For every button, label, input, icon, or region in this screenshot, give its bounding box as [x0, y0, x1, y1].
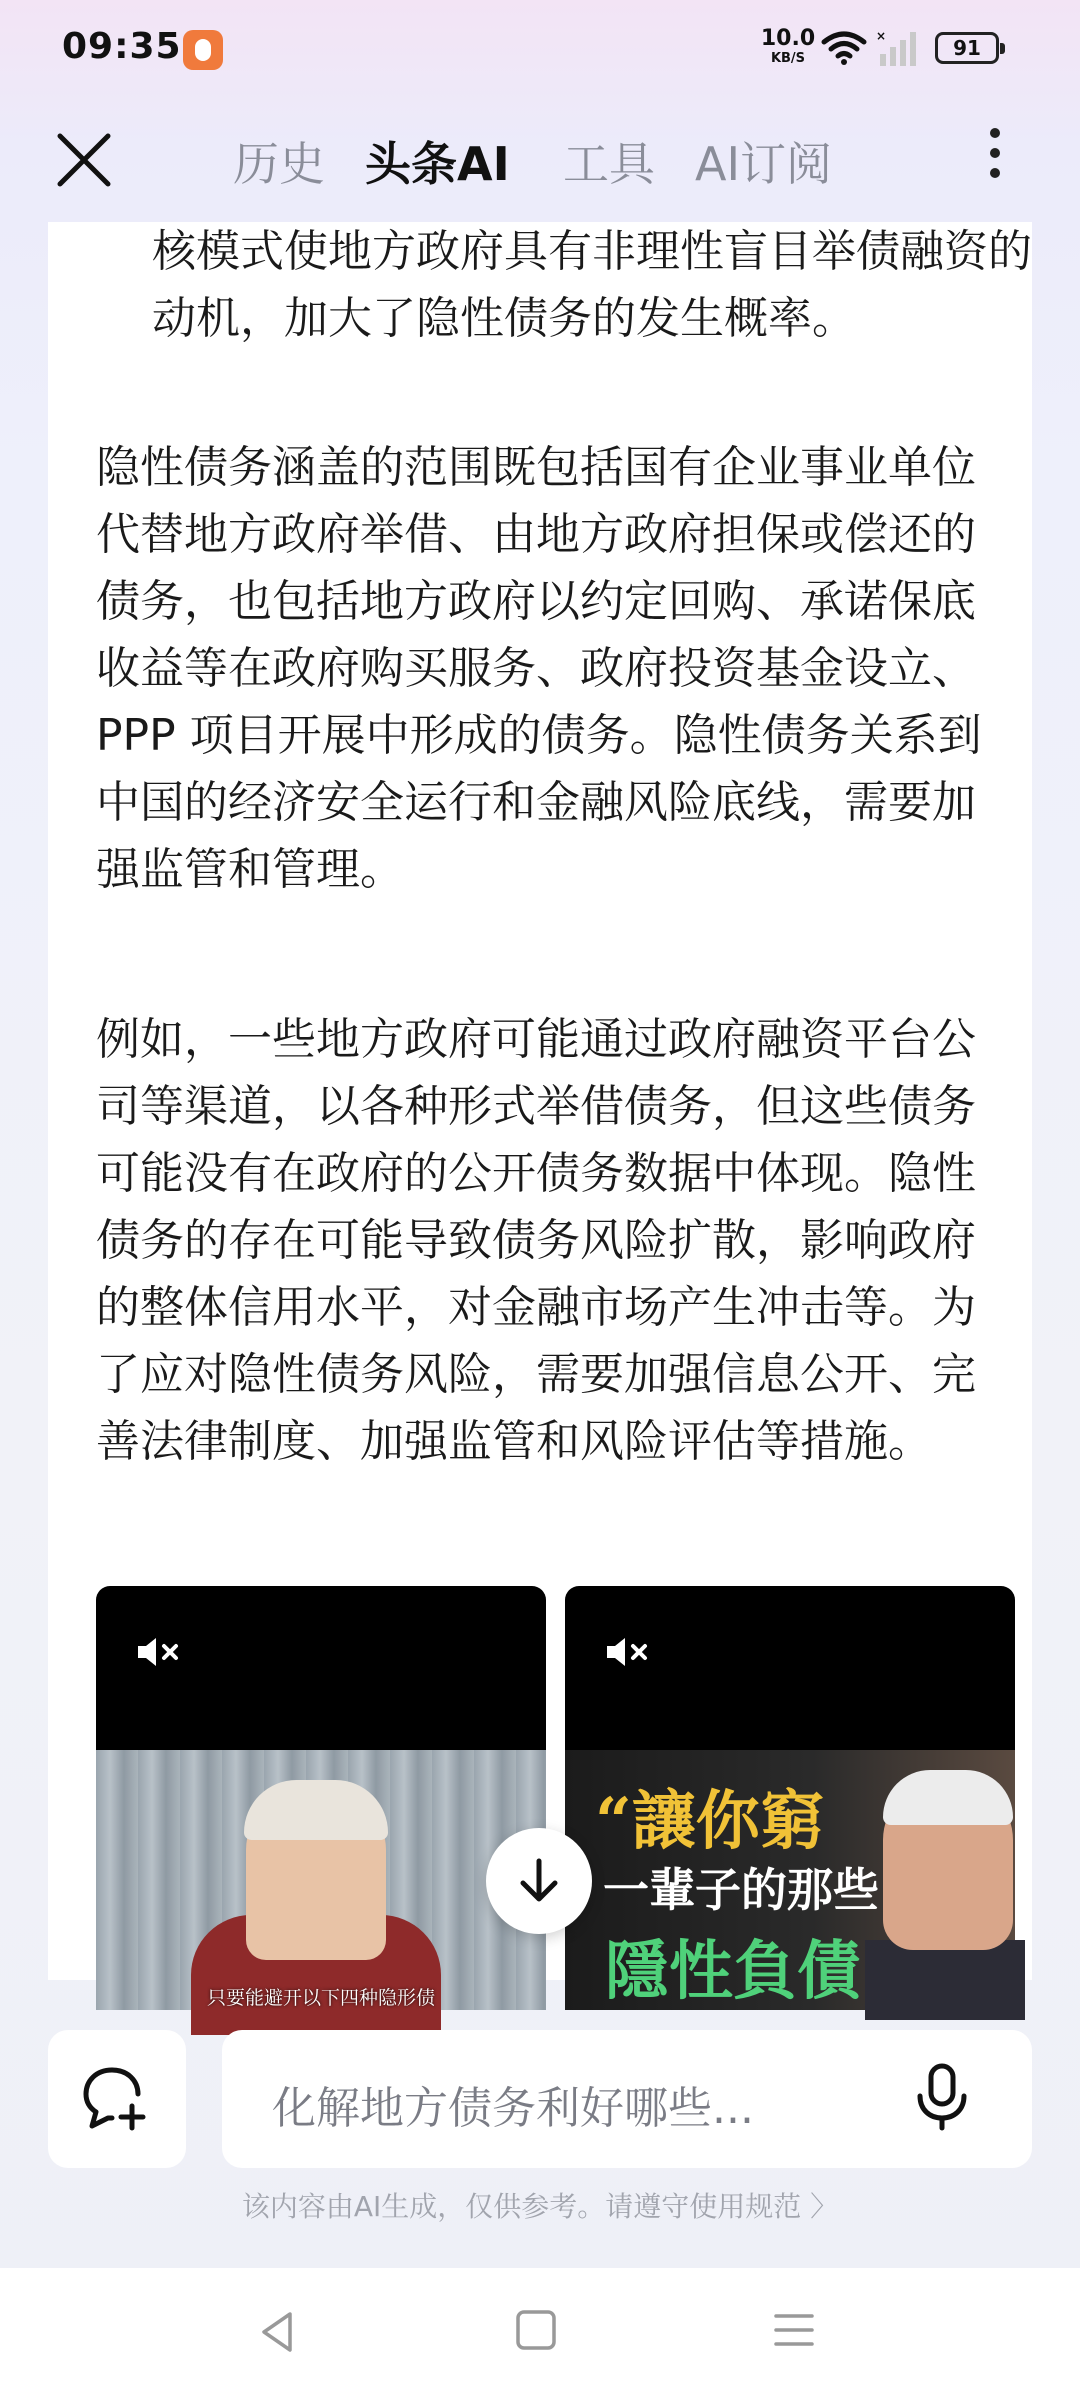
network-speed	[760, 28, 816, 65]
microphone-icon[interactable]	[912, 2062, 972, 2134]
wifi-icon	[820, 30, 868, 66]
video-thumbnail-2	[565, 1750, 1015, 2010]
new-chat-button[interactable]	[48, 2030, 186, 2168]
answer-paragraph-3: 例如，一些地方政府可能通过政府融资平台公司等渠道，以各种形式举借债务，但这些债务可能没有在政府的公开债务数据中体现。隐性债务的存在可能导致债务风险扩散，影响政府的整体信用水平，对金融市场产生冲击等。为了应对隐性债务风险，需要加强信息公开、完善法律制度、加强监管和风险评估等措施。	[96, 1014, 976, 1467]
system-navigation-bar	[0, 2268, 1080, 2400]
video-headline-3: 隱性負債	[605, 1934, 861, 2009]
ai-answer-card[interactable]	[48, 222, 1032, 2009]
video-card-1[interactable]	[96, 1586, 546, 2009]
network-speed-unit: KB/S	[770, 51, 806, 66]
home-icon[interactable]	[514, 2308, 558, 2352]
answer-paragraph-1: 核模式使地方政府具有非理性盲目举债融资的动机，加大了隐性债务的发生概率。	[152, 226, 1032, 344]
scroll-to-bottom-button[interactable]	[486, 1828, 592, 1934]
status-time: 09:35	[62, 26, 182, 67]
ai-disclaimer-link[interactable]: 该内容由AI生成，仅供参考。请遵守使用规范 〉	[241, 2190, 839, 2223]
video-headline-2: 一輩子的那些	[603, 1863, 879, 1917]
top-nav	[0, 110, 1080, 200]
video-subtitle: 只要能避开以下四种隐形债	[206, 1987, 435, 2009]
mute-icon[interactable]	[605, 1634, 655, 1670]
signal-icon	[876, 28, 922, 68]
network-speed-value: 10.0	[760, 26, 816, 51]
thumbnail-suit	[865, 1940, 1025, 2020]
thumbnail-hair	[244, 1780, 388, 1840]
close-icon[interactable]	[52, 128, 116, 192]
tab-tools[interactable]: 工具	[563, 137, 655, 191]
question-input-placeholder: 化解地方债务利好哪些...	[272, 2083, 754, 2134]
status-bar	[0, 0, 1080, 100]
svg-text:×: ×	[876, 29, 887, 43]
video-card-2[interactable]	[565, 1586, 1015, 2009]
video-headline-1: “讓你窮	[595, 1784, 824, 1859]
video-thumbnail-1	[96, 1750, 546, 2010]
tab-toutiao-ai[interactable]: 头条AI	[365, 137, 510, 191]
tab-history[interactable]: 历史	[233, 137, 325, 191]
more-options-icon[interactable]	[985, 122, 1005, 192]
thumbnail-hair	[883, 1770, 1013, 1825]
back-icon[interactable]	[258, 2308, 298, 2356]
notification-app-icon	[183, 30, 223, 70]
mute-icon[interactable]	[136, 1634, 186, 1670]
menu-icon[interactable]	[772, 2308, 816, 2352]
arrow-down-icon	[513, 1855, 565, 1907]
battery-indicator: 91	[935, 32, 999, 64]
answer-paragraph-2: 隐性债务涵盖的范围既包括国有企业事业单位代替地方政府举借、由地方政府担保或偿还的债务，也包括地方政府以约定回购、承诺保底收益等在政府购买服务、政府投资基金设立、PPP 项目开展中形成的债务。隐性债务关系到中国的经济安全运行和金融风险底线，需要加强监管和管理。	[96, 442, 982, 895]
question-input[interactable]	[222, 2030, 1032, 2168]
tab-ai-subscription[interactable]: AI订阅	[695, 137, 833, 191]
chat-plus-icon	[82, 2064, 152, 2134]
